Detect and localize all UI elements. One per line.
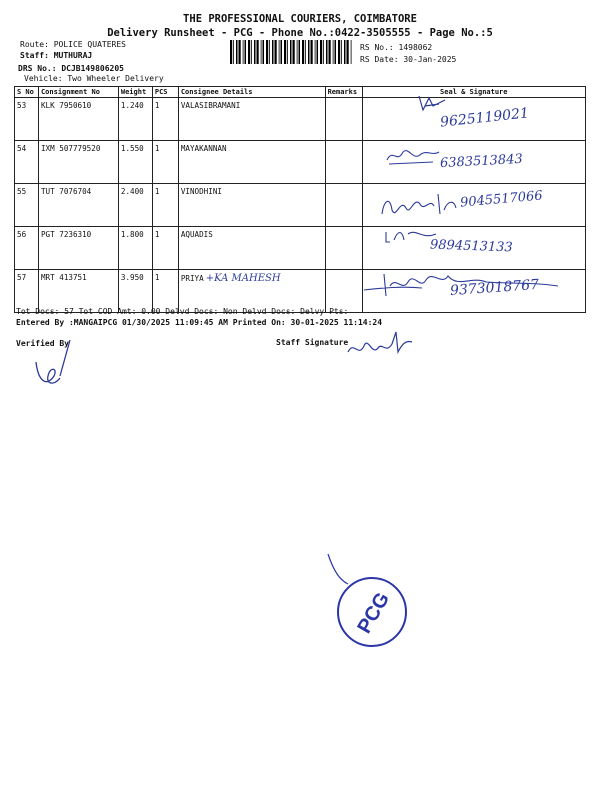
- barcode-bar: [297, 40, 298, 64]
- staff-signature-scribble: [346, 330, 416, 362]
- barcode-bar: [263, 40, 265, 64]
- barcode-bar: [302, 40, 304, 64]
- barcode-bar: [338, 40, 340, 64]
- col-sno: S No: [15, 87, 39, 98]
- barcode-bar: [315, 40, 316, 64]
- verified-by-label: Verified By: [16, 339, 69, 348]
- sno-cell: 54: [15, 141, 39, 184]
- handwritten-phone: 9894513133: [429, 237, 513, 256]
- barcode-bar: [279, 40, 280, 64]
- barcode-bar: [335, 40, 337, 64]
- barcode-bar: [281, 40, 283, 64]
- consignment-cell: PGT 7236310: [38, 227, 118, 270]
- col-weight: Weight: [118, 87, 152, 98]
- table-header-row: [15, 87, 586, 98]
- col-pcs: PCS: [152, 87, 178, 98]
- barcode-bar: [323, 40, 324, 64]
- sno-cell: 56: [15, 227, 39, 270]
- col-consignment: Consignment No: [38, 87, 118, 98]
- vehicle-label: Vehicle: Two Wheeler Delivery: [24, 74, 164, 83]
- signature-scribble: [383, 144, 443, 168]
- pcs-cell: 1: [152, 141, 178, 184]
- pcs-cell: 1: [152, 98, 178, 141]
- barcode-bar: [308, 40, 310, 64]
- consignee-cell: VALASIBRAMANI: [178, 98, 325, 141]
- barcode-bar: [326, 40, 328, 64]
- remarks-cell: [325, 184, 362, 227]
- barcode-bar: [299, 40, 301, 64]
- handwritten-phone: 9045517066: [459, 188, 544, 211]
- consignee-handwritten-note: +KA MAHESH: [205, 273, 281, 284]
- staff-signature-label: Staff Signature: [276, 338, 349, 347]
- pcs-cell: 1: [152, 184, 178, 227]
- pcg-stamp: [318, 550, 428, 660]
- barcode-bar: [290, 40, 292, 64]
- sno-cell: 55: [15, 184, 39, 227]
- barcode-bar: [251, 40, 252, 64]
- pcs-cell: 1: [152, 270, 178, 313]
- consignment-cell: MRT 413751: [38, 270, 118, 313]
- barcode-bar: [230, 40, 232, 64]
- pcs-cell: 1: [152, 227, 178, 270]
- barcode-bar: [320, 40, 322, 64]
- rs-number: RS No.: 1498062: [360, 43, 433, 52]
- col-remarks: Remarks: [325, 87, 362, 98]
- weight-cell: 2.400: [118, 184, 152, 227]
- totals-line: Tot Docs: 57 Tot COD Amt: 0.00 Delvd Docs: Non Delvd Docs: Delvy Pts:: [16, 307, 349, 316]
- barcode-bar: [341, 40, 342, 64]
- barcode-bar: [344, 40, 346, 64]
- runsheet-subtitle: Delivery Runsheet - PCG - Phone No.:0422-3505555 - Page No.:5: [107, 27, 493, 39]
- barcode-bar: [236, 40, 238, 64]
- weight-cell: 1.800: [118, 227, 152, 270]
- company-title: THE PROFESSIONAL COURIERS, COIMBATORE: [183, 13, 417, 25]
- drs-number: DRS No.: DCJB149806205: [18, 64, 124, 73]
- barcode-bar: [272, 40, 274, 64]
- col-consignee: Consignee Details: [178, 87, 325, 98]
- barcode-bar: [243, 40, 244, 64]
- barcode-bar: [257, 40, 259, 64]
- sno-cell: 53: [15, 98, 39, 141]
- signature-scribble: [378, 190, 460, 220]
- barcode-bar: [248, 40, 250, 64]
- barcode-bar: [287, 40, 288, 64]
- handwritten-phone: 6383513843: [439, 151, 524, 172]
- barcode-bar: [254, 40, 256, 64]
- consignment-cell: KLK 7950610: [38, 98, 118, 141]
- consignee-name: PRIYA: [180, 274, 204, 283]
- barcode-bar: [293, 40, 295, 64]
- staff-label: Staff: MUTHURAJ: [20, 51, 93, 60]
- handwritten-phone: 9625119021: [439, 105, 530, 131]
- barcode-bar: [269, 40, 270, 64]
- rs-date: RS Date: 30-Jan-2025: [360, 55, 457, 64]
- consignment-cell: TUT 7076704: [38, 184, 118, 227]
- barcode-bar: [233, 40, 234, 64]
- barcode-bar: [266, 40, 268, 64]
- barcode-bar: [351, 40, 352, 64]
- stamp-text: PCG: [353, 588, 395, 638]
- barcode-image: [230, 40, 354, 64]
- consignee-cell: AQUADIS: [178, 227, 325, 270]
- remarks-cell: [325, 141, 362, 184]
- col-seal-signature: Seal & Signature: [362, 87, 585, 98]
- verified-signature-scribble: [20, 336, 100, 396]
- signature-scribble: [415, 92, 455, 116]
- signature-scribble: [382, 226, 442, 246]
- route-label: Route: POLICE QUATERES: [20, 40, 126, 49]
- remarks-cell: [325, 227, 362, 270]
- entered-by-line: Entered By :MANGAIPCG 01/30/2025 11:09:45 AM Printed On: 30-01-2025 11:14:24: [16, 318, 383, 327]
- barcode-bar: [284, 40, 286, 64]
- consignee-cell: VINODHINI: [178, 184, 325, 227]
- weight-cell: 3.950: [118, 270, 152, 313]
- barcode-bar: [311, 40, 313, 64]
- barcode-bar: [329, 40, 331, 64]
- weight-cell: 1.550: [118, 141, 152, 184]
- barcode-bar: [261, 40, 262, 64]
- barcode-bar: [317, 40, 319, 64]
- barcode-bar: [305, 40, 306, 64]
- consignment-cell: IXM 507779520: [38, 141, 118, 184]
- barcode-bar: [347, 40, 349, 64]
- sno-cell: 57: [15, 270, 39, 313]
- consignee-cell: MAYAKANNAN: [178, 141, 325, 184]
- barcode-bar: [245, 40, 247, 64]
- barcode-bar: [333, 40, 334, 64]
- remarks-cell: [325, 98, 362, 141]
- weight-cell: 1.240: [118, 98, 152, 141]
- signature-scribble: [362, 266, 562, 300]
- barcode-bar: [239, 40, 241, 64]
- barcode-bar: [275, 40, 277, 64]
- handwritten-phone: 9373018767: [449, 276, 540, 300]
